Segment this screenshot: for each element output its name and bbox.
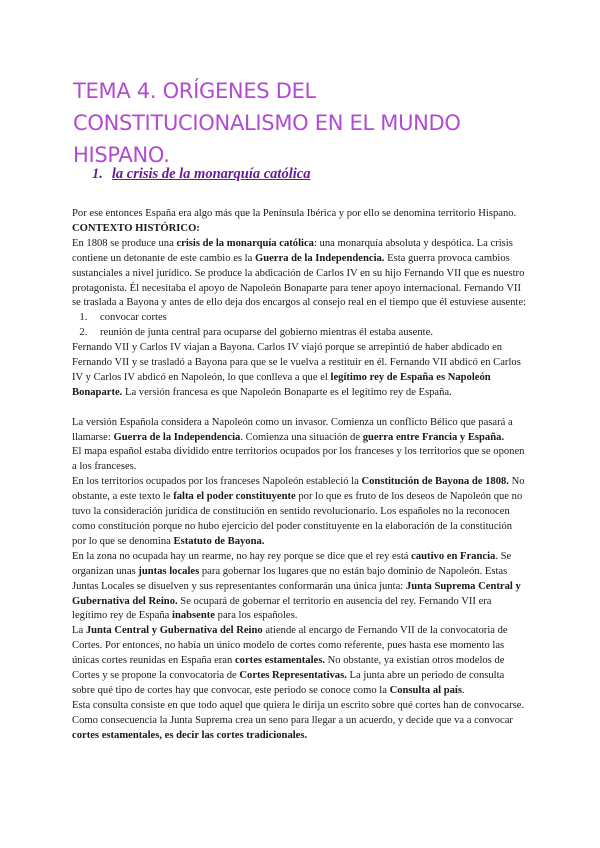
paragraph: La versión Española considera a Napoleón como un invasor. Comienza un conflicto Bélico que pasará a llamarse: Guerra de la Independencia. Comienza una situación de guerra entre Francia y España. [72,416,513,443]
paragraph: En la zona no ocupada hay un rearme, no hay rey porque se dice que el rey está cautivo en Francia. Se organizan unas juntas locales para gobernar los lugares que no están bajo dominio de Napoleón. Estas Juntas Locales se disuelven y sus representantes conformarán una única junta: Junta Suprema Central y Gubernativa del Reino. Se ocupará de gobernar el territorio en ausencia del rey. Fernando VII era legítimo rey de España inabsente para los españoles. [72,550,521,622]
numbered-list [72,311,527,341]
paragraph: El mapa español estaba dividido entre territorios ocupados por los franceses y los territorios que se oponen a los franceses. [72,446,525,473]
section-number: 1. [92,166,103,182]
paragraph: En 1808 se produce una crisis de la monarquía católica: una monarquía absoluta y despótica. La crisis contiene un detonante de este cambio es la Guerra de la Independencia. Esta guerra provoca cambios sustanciales a nivel jurídico. Se produce la abdicación de Carlos IV en su hijo Fernando VII que es nuestro protagonista. Él necesitaba el apoyo de Napoleón Bonaparte para tener apoyo internacional. Fernando VII se traslada a Bayona y antes de ello deja dos encargos al consejo real en el tiempo que él estuviese ausente: [72,237,526,309]
list-item: 1. convocar cortes [90,311,527,326]
paragraph: Fernando VII y Carlos IV viajan a Bayona. Carlos IV viajó porque se arrepintió de haber abdicado en Fernando VII y se trasladó a Bayona para que se le vuelva a restituir en él. Fernando VII abdicó en Carlos IV y Carlos IV abdicó en Napoleón, lo que conlleva a que el legítimo rey de España es Napoleón Bonaparte. La versión francesa es que Napoleón Bonaparte es el legítimo rey de España. [72,342,521,398]
section-heading-text: la crisis de la monarquía católica [111,166,311,182]
list-item: 2. reunión de junta central para ocuparse del gobierno mientras él estaba ausente. [90,326,527,341]
context-heading: CONTEXTO HISTÓRICO: [72,222,200,234]
section-heading [92,166,310,183]
intro-paragraph: Por ese entonces España era algo más que la Península Ibérica y por ello se denomina territorio Hispano. [72,208,517,219]
document-title: TEMA 4. ORÍGENES DEL CONSTITUCIONALISMO EN EL MUNDO HISPANO. [73,79,461,167]
paragraph-gap [72,401,527,416]
document-body [72,207,527,744]
paragraph: En los territorios ocupados por los franceses Napoleón estableció la Constitución de Bayona de 1808. No obstante, a este texto le falta el poder constituyente por lo que es fruto de los deseos de Napoleón que no tuvo la consideración jurídica de constitución en sentido revolucionario. Los españoles no la reconocen como constitución porque no hubo ejercicio del poder constituyente en la elaboración de la constitución por lo que se denomina Estatuto de Bayona. [72,476,525,547]
paragraph: La Junta Central y Gubernativa del Reino atiende al encargo de Fernando VII de la convocatoria de Cortes. Por entonces, no había un único modelo de cortes como referente, pues hasta ese momento las únicas cortes reunidas en España eran cortes estamentales. No obstante, ya existían otros modelos de Cortes y se propone la convocatoria de Cortes Representativas. La junta abre un periodo de consulta sobre qué tipo de cortes hay que convocar, este periodo se conoce como la Consulta al país. [72,625,508,696]
paragraph: Esta consulta consiste en que todo aquel que quiera le dirija un escrito sobre qué cortes han de convocarse. Como consecuencia la Junta Suprema crea un seno para llegar a un acuerdo, y decide que va a convocar cortes estamentales, es decir las cortes tradicionales. [72,699,525,741]
